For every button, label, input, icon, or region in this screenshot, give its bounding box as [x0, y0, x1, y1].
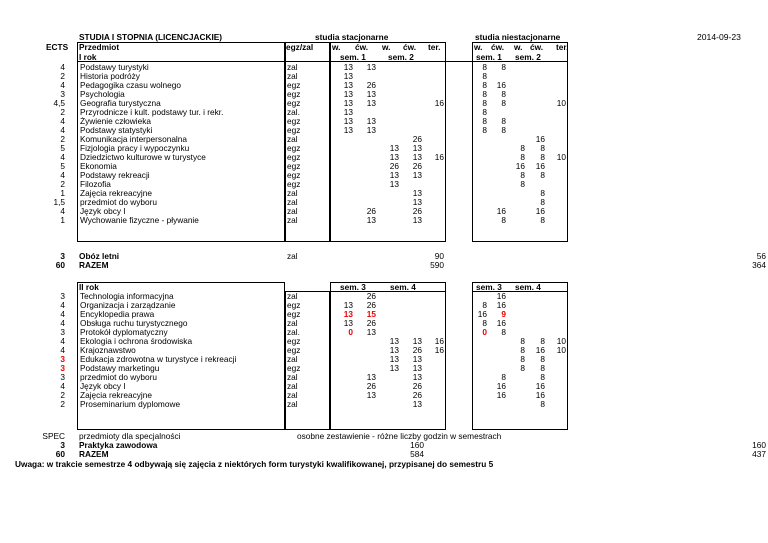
form-cell: zal: [287, 291, 298, 301]
form-cell: egz: [287, 161, 301, 171]
hours-cell-nter: 10: [556, 98, 566, 108]
studia-stacjonarne-header: studia stacjonarne: [315, 32, 389, 42]
form-cell: zal: [287, 71, 298, 81]
hours-cell-n2w: 8: [520, 179, 525, 189]
hours-cell-s1c: 13: [366, 98, 376, 108]
hours-cell-s2c: 13: [412, 143, 422, 153]
year2-label: II rok: [79, 282, 99, 292]
hours-cell-n2w: 8: [520, 354, 525, 364]
ects-cell: 3: [60, 291, 65, 301]
ects-cell: 2: [60, 390, 65, 400]
hours-cell-n2w: 8: [520, 170, 525, 180]
hours-cell-n1w: 8: [482, 116, 487, 126]
subject-name-cell: Technologia informacyjna: [80, 291, 174, 301]
hours-cell-s1c: 26: [366, 80, 376, 90]
s-cw1-header: ćw.: [355, 42, 369, 52]
year2-sem-b-n: sem. 4: [515, 282, 541, 292]
ects-cell: 4: [60, 116, 65, 126]
year2-razem-label: RAZEM: [79, 449, 109, 459]
hours-cell-s1c: 13: [366, 372, 376, 382]
hours-cell-s1c: 13: [366, 62, 376, 72]
subject-name-cell: Pedagogika czasu wolnego: [80, 80, 182, 90]
year1-sem-a-s: sem. 1: [340, 52, 366, 62]
hours-cell-n1c: 16: [496, 390, 506, 400]
subject-name-cell: Proseminarium dyplomowe: [80, 399, 181, 409]
hours-cell-s2c: 26: [412, 206, 422, 216]
form-cell: egz: [287, 179, 301, 189]
hours-cell-n2c: 16: [535, 345, 545, 355]
hours-cell-s1w: 13: [343, 71, 353, 81]
subject-name-cell: Fizjologia pracy i wypoczynku: [80, 143, 190, 153]
year1-razem-n: 364: [752, 260, 766, 270]
hours-cell-n1w: 8: [482, 107, 487, 117]
subject-name-cell: Zajęcia rekreacyjne: [80, 390, 152, 400]
subject-name-cell: Podstawy turystyki: [80, 62, 149, 72]
subject-name-cell: Komunikacja interpersonalna: [80, 134, 188, 144]
ects-cell: 3: [60, 354, 65, 364]
hours-cell-n2c: 8: [540, 170, 545, 180]
hours-cell-n1c: 8: [501, 89, 506, 99]
hours-cell-s2w: 13: [389, 345, 399, 355]
year1-razem-label: RAZEM: [79, 260, 109, 270]
hours-cell-s2w: 13: [389, 363, 399, 373]
subject-name-cell: Zajęcia rekreacyjne: [80, 188, 152, 198]
hours-cell-s2c: 13: [412, 372, 422, 382]
hours-cell-s1w: 13: [343, 116, 353, 126]
ects-cell: 4: [60, 309, 65, 319]
hours-cell-s2c: 26: [412, 345, 422, 355]
ects-cell: 3: [60, 327, 65, 337]
ects-cell: 5: [60, 143, 65, 153]
oboz-n-hours: 56: [756, 251, 766, 261]
form-cell: egz: [287, 345, 301, 355]
hours-cell-n2w: 8: [520, 336, 525, 346]
hours-cell-n1c: 16: [496, 318, 506, 328]
hours-cell-s1c: 13: [366, 125, 376, 135]
hours-cell-n2c: 16: [535, 390, 545, 400]
oboz-ects: 3: [60, 251, 65, 261]
hours-cell-s2c: 13: [412, 170, 422, 180]
subject-name-cell: Protokół dyplomatyczny: [80, 327, 168, 337]
hours-cell-s2w: 13: [389, 179, 399, 189]
form-cell: zal: [287, 390, 298, 400]
ects-cell: 4: [60, 206, 65, 216]
hours-cell-n1c: 8: [501, 125, 506, 135]
year2-sem-b-s: sem. 4: [390, 282, 416, 292]
year2-razem-n: 437: [752, 449, 766, 459]
hours-cell-n1c: 8: [501, 372, 506, 382]
hours-cell-n1w: 8: [482, 89, 487, 99]
hours-cell-n1c: 9: [501, 309, 506, 319]
ects-cell: 3: [60, 363, 65, 373]
table-row: [0, 400, 768, 409]
hours-cell-n1w: 8: [482, 125, 487, 135]
hours-cell-s1w: 0: [348, 327, 353, 337]
year1-razem-ects: 60: [55, 260, 65, 270]
form-cell: egz: [287, 125, 301, 135]
ects-cell: 2: [60, 179, 65, 189]
hours-cell-n2c: 16: [535, 161, 545, 171]
hours-cell-ter: 16: [434, 98, 444, 108]
oboz-s-hours: 90: [434, 251, 444, 261]
hours-cell-s2c: 13: [412, 354, 422, 364]
subject-name-cell: Historia podróży: [80, 71, 140, 81]
year1-header-line: [77, 61, 568, 62]
hours-cell-n1c: 16: [496, 300, 506, 310]
hours-cell-n2c: 8: [540, 215, 545, 225]
praktyka-ects: 3: [60, 440, 65, 450]
hours-cell-s1c: 26: [366, 318, 376, 328]
year2-sem-a-n: sem. 3: [476, 282, 502, 292]
hours-cell-s1c: 13: [366, 215, 376, 225]
form-cell: zal: [287, 188, 298, 198]
hours-cell-n2c: 8: [540, 399, 545, 409]
hours-cell-n2c: 8: [540, 354, 545, 364]
ects-cell: 3: [60, 89, 65, 99]
hours-cell-n2c: 8: [540, 143, 545, 153]
hours-cell-s2w: 13: [389, 152, 399, 162]
form-cell: egz: [287, 336, 301, 346]
hours-cell-s1c: 13: [366, 327, 376, 337]
hours-cell-s1c: 26: [366, 300, 376, 310]
hours-cell-s2c: 13: [412, 215, 422, 225]
praktyka-label: Praktyka zawodowa: [79, 440, 158, 450]
ects-cell: 4: [60, 336, 65, 346]
hours-cell-n1c: 8: [501, 116, 506, 126]
year1-sem-a-n: sem. 1: [476, 52, 502, 62]
hours-cell-n1c: 16: [496, 291, 506, 301]
hours-cell-n1w: 8: [482, 318, 487, 328]
hours-cell-s2c: 13: [412, 197, 422, 207]
hours-cell-s1c: 13: [366, 89, 376, 99]
ects-cell: 4: [60, 318, 65, 328]
hours-cell-s1c: 13: [366, 116, 376, 126]
oboz-form: zal: [287, 251, 298, 261]
hours-cell-s2w: 13: [389, 143, 399, 153]
subject-name-cell: Podstawy marketingu: [80, 363, 160, 373]
przedmiot-header: Przedmiot: [79, 42, 120, 52]
n-ter-header: ter.: [556, 42, 569, 52]
s-w1-header: w.: [332, 42, 341, 52]
year1-sem-b-n: sem. 2: [515, 52, 541, 62]
hours-cell-s1c: 26: [366, 291, 376, 301]
hours-cell-ter: 16: [434, 336, 444, 346]
form-cell: egz: [287, 309, 301, 319]
hours-cell-n2c: 8: [540, 197, 545, 207]
ects-cell: 3: [60, 372, 65, 382]
ects-cell: 4: [60, 170, 65, 180]
form-cell: zal: [287, 62, 298, 72]
ects-cell: 4: [60, 62, 65, 72]
hours-cell-ter: 16: [434, 152, 444, 162]
hours-cell-ter: 16: [434, 345, 444, 355]
hours-cell-s2c: 26: [412, 390, 422, 400]
hours-cell-n2c: 16: [535, 134, 545, 144]
hours-cell-n2c: 8: [540, 188, 545, 198]
spec-label: przedmioty dla specjalności: [79, 431, 181, 441]
form-cell: egz: [287, 300, 301, 310]
subject-name-cell: Przyrodnicze i kult. podstawy tur. i rekr.: [80, 107, 224, 117]
form-cell: zal: [287, 381, 298, 391]
n-cw1-header: ćw.: [491, 42, 505, 52]
subject-name-cell: Dziedzictwo kulturowe w turystyce: [80, 152, 206, 162]
hours-cell-s1c: 26: [366, 381, 376, 391]
form-cell: egz: [287, 80, 301, 90]
year2-sem-a-s: sem. 3: [340, 282, 366, 292]
ects-cell: 1,5: [53, 197, 65, 207]
year2-razem-ects: 60: [55, 449, 65, 459]
form-cell: egz: [287, 363, 301, 373]
hours-cell-n1w: 8: [482, 62, 487, 72]
form-cell: egz: [287, 116, 301, 126]
hours-cell-n2w: 8: [520, 143, 525, 153]
ects-cell: 4: [60, 152, 65, 162]
subject-name-cell: Krajoznawstwo: [80, 345, 136, 355]
subject-name-cell: Encyklopedia prawa: [80, 309, 155, 319]
hours-cell-nter: 10: [556, 345, 566, 355]
form-cell: zal: [287, 354, 298, 364]
hours-cell-s2c: 13: [412, 188, 422, 198]
hours-cell-n1w: 8: [482, 300, 487, 310]
ects-cell: 1: [60, 188, 65, 198]
hours-cell-n2c: 8: [540, 336, 545, 346]
table-row: [0, 171, 768, 180]
subject-name-cell: Edukacja zdrowotna w turystyce i rekreacji: [80, 354, 237, 364]
hours-cell-s1c: 15: [366, 309, 376, 319]
form-cell: zal.: [287, 327, 300, 337]
hours-cell-s2w: 13: [389, 170, 399, 180]
subject-name-cell: Ekonomia: [80, 161, 117, 171]
ects-cell: 4: [60, 381, 65, 391]
document-title: STUDIA I STOPNIA (LICENCJACKIE): [79, 32, 223, 42]
n-cw2-header: ćw.: [530, 42, 544, 52]
hours-cell-s1c: 26: [366, 206, 376, 216]
hours-cell-n2c: 8: [540, 363, 545, 373]
table-row: [0, 216, 768, 225]
document-date: 2014-09-23: [697, 32, 741, 42]
subject-name-cell: Wychowanie fizyczne - pływanie: [80, 215, 199, 225]
form-cell: egz: [287, 98, 301, 108]
subject-name-cell: Filozofia: [80, 179, 111, 189]
year1-razem-s: 590: [430, 260, 444, 270]
hours-cell-s2w: 26: [389, 161, 399, 171]
year1-label: I rok: [79, 52, 97, 62]
praktyka-s-hours: 160: [410, 440, 424, 450]
s-ter-header: ter.: [428, 42, 441, 52]
hours-cell-n2c: 16: [535, 206, 545, 216]
egzzal-header: egz/zal: [286, 42, 314, 52]
subject-name-cell: Język obcy I: [80, 381, 126, 391]
ects-cell: 4,5: [53, 98, 65, 108]
form-cell: zal: [287, 134, 298, 144]
hours-cell-s2c: 26: [412, 134, 422, 144]
hours-cell-n1w: 8: [482, 98, 487, 108]
hours-cell-n1w: 8: [482, 80, 487, 90]
ects-cell: 4: [60, 345, 65, 355]
hours-cell-n2w: 8: [520, 345, 525, 355]
hours-cell-s1w: 13: [343, 125, 353, 135]
hours-cell-n1c: 8: [501, 62, 506, 72]
hours-cell-n1c: 8: [501, 327, 506, 337]
hours-cell-n2w: 8: [520, 363, 525, 373]
hours-cell-s2c: 13: [412, 152, 422, 162]
hours-cell-s2c: 26: [412, 381, 422, 391]
oboz-label: Obóz letni: [79, 251, 120, 261]
n-w2-header: w.: [514, 42, 523, 52]
n-w1-header: w.: [474, 42, 483, 52]
hours-cell-n1c: 8: [501, 98, 506, 108]
subject-name-cell: przedmiot do wyboru: [80, 197, 158, 207]
hours-cell-s2w: 13: [389, 336, 399, 346]
studia-niestacjonarne-header: studia niestacjonarne: [475, 32, 561, 42]
hours-cell-n1c: 8: [501, 215, 506, 225]
s-w2-header: w.: [382, 42, 391, 52]
subject-name-cell: Organizacja i zarządzanie: [80, 300, 176, 310]
hours-cell-s1w: 13: [343, 80, 353, 90]
subject-name-cell: Język obcy I: [80, 206, 126, 216]
spec-ects: SPEC: [42, 431, 65, 441]
form-cell: zal: [287, 215, 298, 225]
hours-cell-s2w: 13: [389, 354, 399, 364]
hours-cell-s1w: 13: [343, 89, 353, 99]
footnote: Uwaga: w trakcie semestrze 4 odbywają się zajęcia z niektórych form turystyki kwalifikowanej, przypisanej do semestru 5: [15, 459, 494, 469]
hours-cell-s1w: 13: [343, 300, 353, 310]
ects-header: ECTS: [46, 42, 69, 52]
ects-cell: 2: [60, 107, 65, 117]
form-cell: zal: [287, 206, 298, 216]
subject-name-cell: Żywienie człowieka: [80, 116, 152, 126]
hours-cell-s2c: 26: [412, 161, 422, 171]
hours-cell-n1c: 16: [496, 206, 506, 216]
hours-cell-s2c: 13: [412, 399, 422, 409]
subject-name-cell: Obsługa ruchu turystycznego: [80, 318, 188, 328]
ects-cell: 4: [60, 80, 65, 90]
form-cell: zal.: [287, 107, 300, 117]
subject-name-cell: Psychologia: [80, 89, 125, 99]
form-cell: zal: [287, 399, 298, 409]
ects-cell: 2: [60, 134, 65, 144]
hours-cell-s1w: 13: [343, 62, 353, 72]
ects-cell: 4: [60, 300, 65, 310]
hours-cell-s2c: 13: [412, 336, 422, 346]
ects-cell: 5: [60, 161, 65, 171]
subject-name-cell: przedmiot do wyboru: [80, 372, 158, 382]
hours-cell-n2c: 8: [540, 372, 545, 382]
hours-cell-s1w: 13: [343, 98, 353, 108]
hours-cell-n1c: 16: [496, 381, 506, 391]
subject-name-cell: Podstawy rekreacji: [80, 170, 150, 180]
subject-name-cell: Podstawy statystyki: [80, 125, 153, 135]
spec-note: osobne zestawienie - różne liczby godzin w semestrach: [297, 431, 502, 441]
praktyka-n-hours: 160: [752, 440, 766, 450]
hours-cell-n2c: 8: [540, 152, 545, 162]
form-cell: egz: [287, 143, 301, 153]
form-cell: egz: [287, 152, 301, 162]
hours-cell-n1w: 8: [482, 71, 487, 81]
hours-cell-n1c: 16: [496, 80, 506, 90]
form-cell: egz: [287, 89, 301, 99]
form-cell: zal: [287, 372, 298, 382]
hours-cell-s1c: 13: [366, 390, 376, 400]
year1-sem-b-s: sem. 2: [388, 52, 414, 62]
hours-cell-nter: 10: [556, 152, 566, 162]
hours-cell-n2c: 16: [535, 381, 545, 391]
hours-cell-s2c: 13: [412, 363, 422, 373]
hours-cell-n2w: 16: [515, 161, 525, 171]
hours-cell-s1w: 13: [343, 318, 353, 328]
subject-name-cell: Geografia turystyczna: [80, 98, 161, 108]
s-cw2-header: ćw.: [403, 42, 417, 52]
hours-cell-s1w: 13: [343, 107, 353, 117]
form-cell: zal: [287, 318, 298, 328]
ects-cell: 2: [60, 71, 65, 81]
hours-cell-n1w: 0: [482, 327, 487, 337]
year2-razem-s: 584: [410, 449, 424, 459]
ects-cell: 1: [60, 215, 65, 225]
ects-cell: 4: [60, 125, 65, 135]
form-cell: egz: [287, 170, 301, 180]
ects-cell: 2: [60, 399, 65, 409]
hours-cell-n1w: 16: [477, 309, 487, 319]
hours-cell-n2w: 8: [520, 152, 525, 162]
hours-cell-s1w: 13: [343, 309, 353, 319]
subject-name-cell: Ekologia i ochrona środowiska: [80, 336, 193, 346]
form-cell: zal: [287, 197, 298, 207]
hours-cell-nter: 10: [556, 336, 566, 346]
